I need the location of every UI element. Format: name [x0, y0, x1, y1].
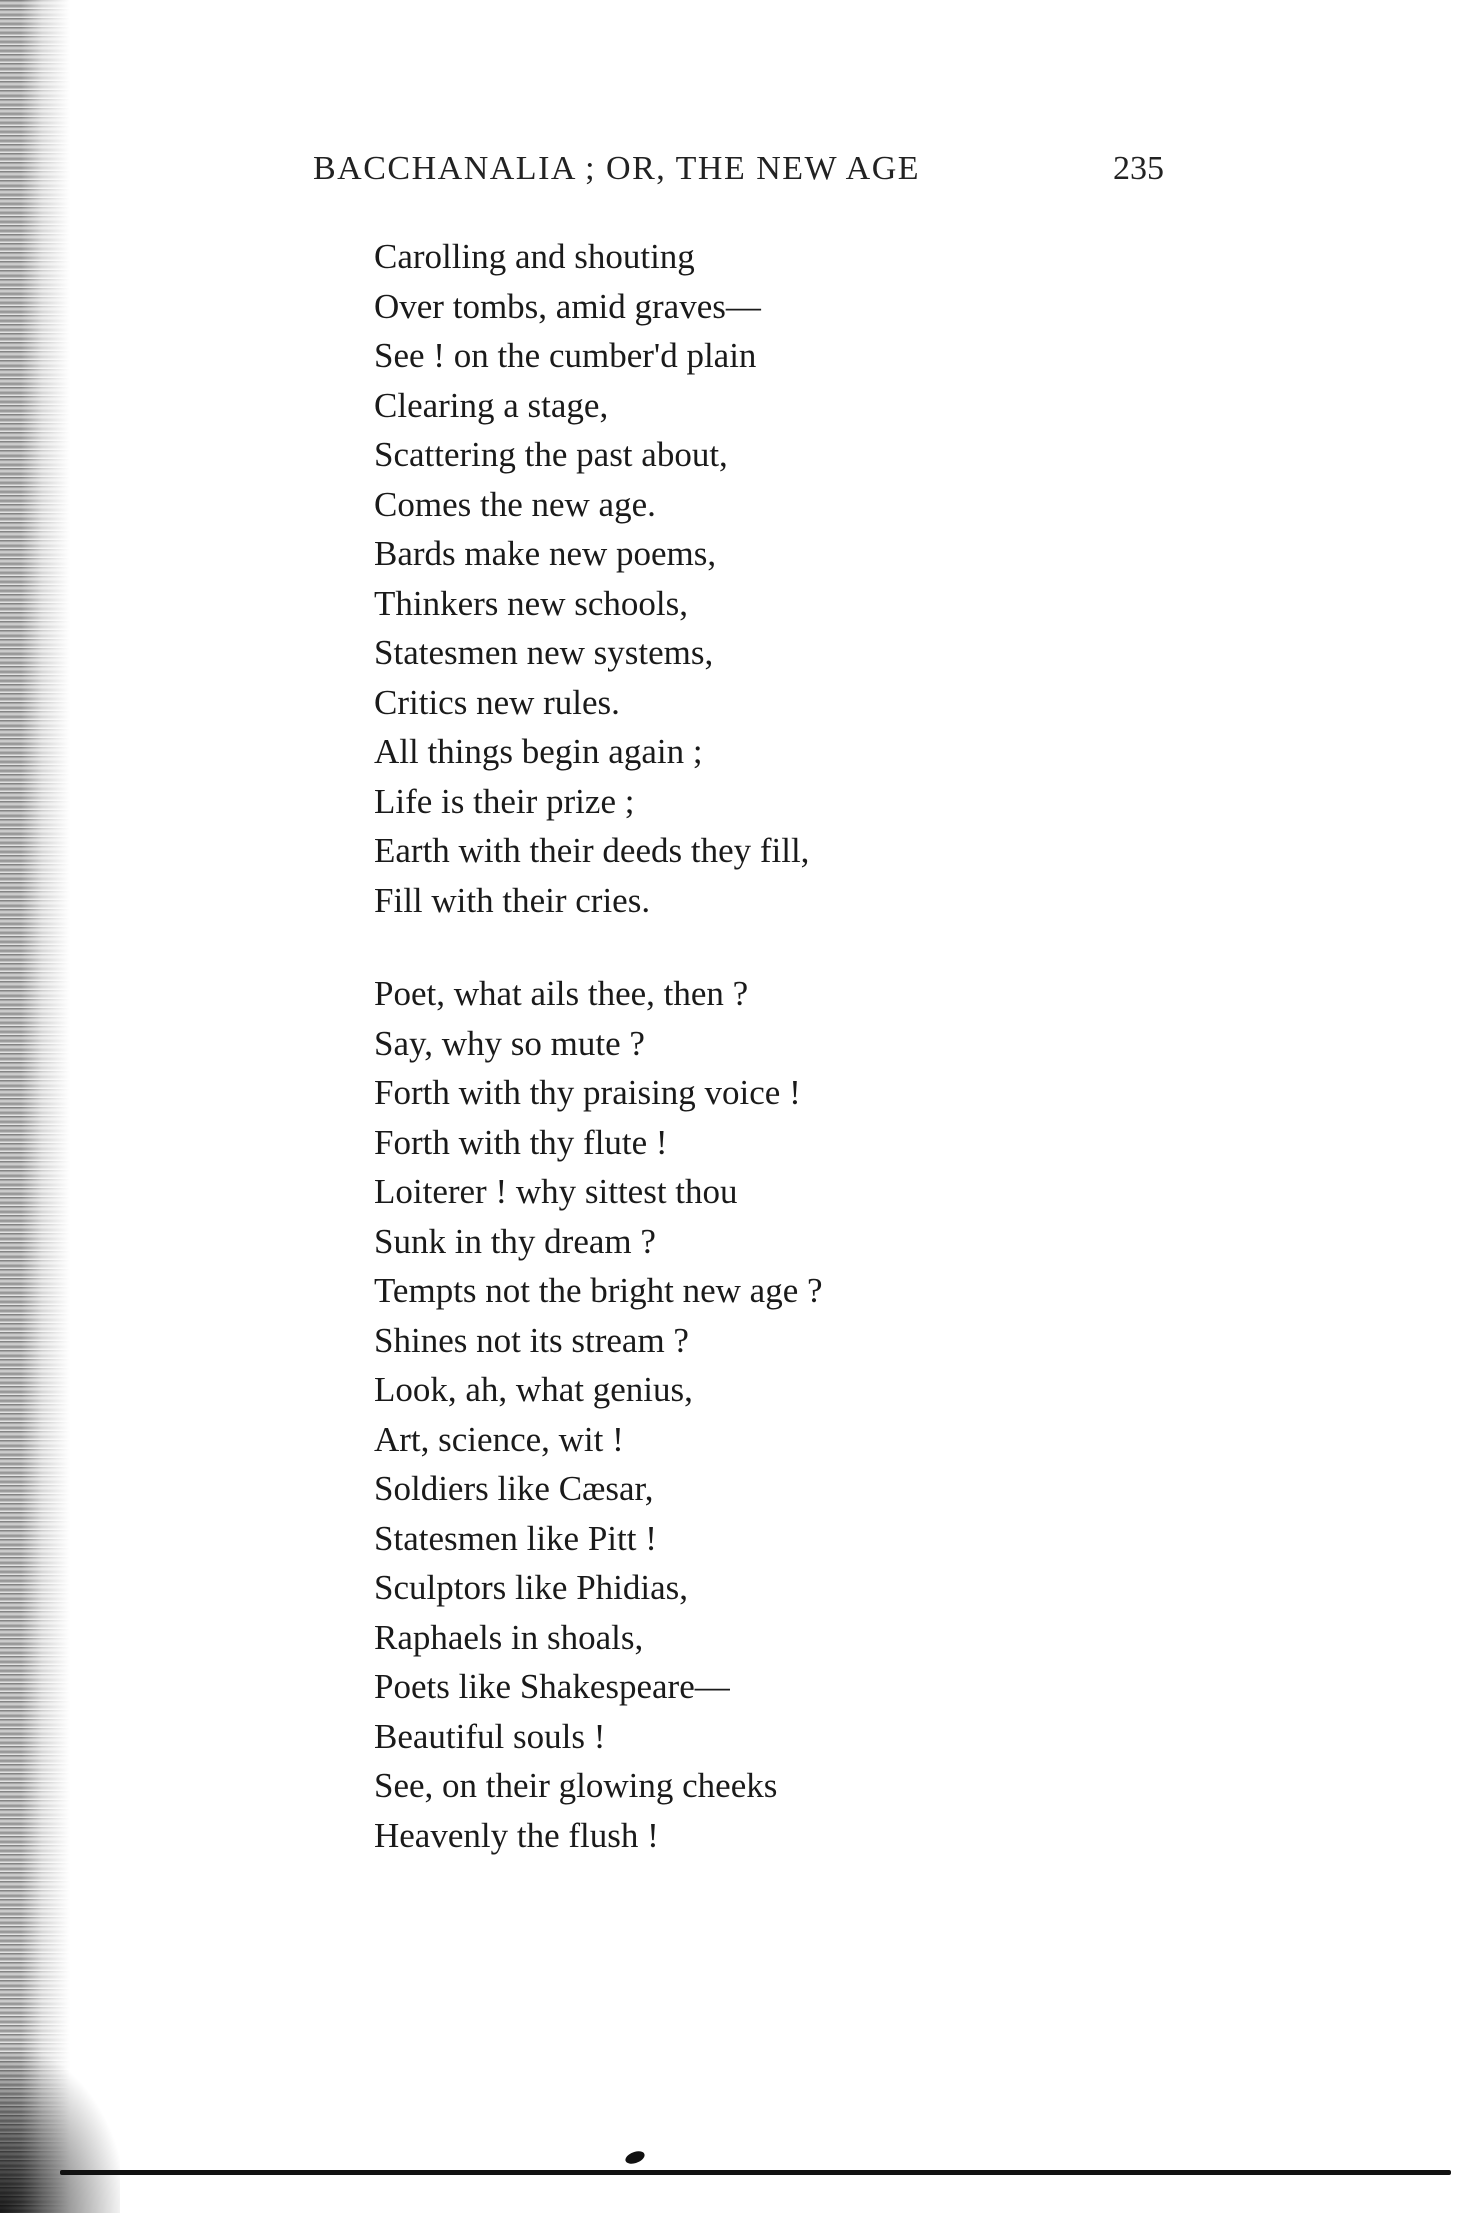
- poem-line: Clearing a stage,: [374, 385, 609, 425]
- poem-body: [374, 232, 1274, 1860]
- poem-line: Beautiful souls !: [374, 1716, 606, 1756]
- page-number: 235: [1113, 150, 1164, 187]
- poem-line: Forth with thy praising voice !: [374, 1073, 801, 1112]
- poem-line: Earth with their deeds they fill,: [374, 831, 810, 870]
- poem-line: Scattering the past about,: [374, 435, 728, 474]
- poem-line: Poets like Shakespeare—: [374, 1667, 730, 1706]
- poem-line: Look, ah, what genius,: [374, 1370, 693, 1409]
- poem-line: Statesmen like Pitt !: [374, 1518, 657, 1558]
- stanza-1: [374, 232, 1274, 925]
- running-head: BACCHANALIA ; OR, THE NEW AGE: [313, 150, 921, 187]
- binding-shadow: [0, 2053, 120, 2213]
- poem-line: Poet, what ails thee, then ?: [374, 974, 749, 1013]
- poem-line: Bards make new poems,: [374, 534, 717, 573]
- poem-line: Heavenly the flush !: [374, 1815, 659, 1855]
- poem-line: Fill with their cries.: [374, 880, 651, 920]
- binding-gutter: [0, 0, 70, 2213]
- poem-line: Thinkers new schools,: [374, 583, 688, 623]
- page-bottom-edge: [60, 2170, 1451, 2175]
- stanza-2: [374, 969, 1274, 1860]
- poem-line: See ! on the cumber'd plain: [374, 336, 757, 375]
- poem-line: Forth with thy flute !: [374, 1122, 668, 1162]
- poem-line: Sculptors like Phidias,: [374, 1568, 689, 1607]
- poem-line: See, on their glowing cheeks: [374, 1766, 778, 1805]
- poem-line: All things begin again ;: [374, 732, 703, 771]
- poem-line: Tempts not the bright new age ?: [374, 1271, 823, 1310]
- ink-mark: [624, 2149, 647, 2166]
- poem-line: Critics new rules.: [374, 682, 620, 722]
- poem-line: Raphaels in shoals,: [374, 1617, 644, 1657]
- poem-line: Say, why so mute ?: [374, 1023, 645, 1063]
- poem-line: Statesmen new systems,: [374, 633, 714, 672]
- poem-line: Soldiers like Cæsar,: [374, 1469, 654, 1508]
- poem-line: Shines not its stream ?: [374, 1320, 689, 1360]
- poem-line: Over tombs, amid graves—: [374, 286, 761, 326]
- poem-line: Life is their prize ;: [374, 781, 635, 821]
- poem-line: Comes the new age.: [374, 484, 656, 524]
- poem-line: Sunk in thy dream ?: [374, 1221, 656, 1261]
- poem-line: Art, science, wit !: [374, 1419, 624, 1459]
- poem-line: Carolling and shouting: [374, 237, 695, 276]
- poem-line: Loiterer ! why sittest thou: [374, 1172, 738, 1211]
